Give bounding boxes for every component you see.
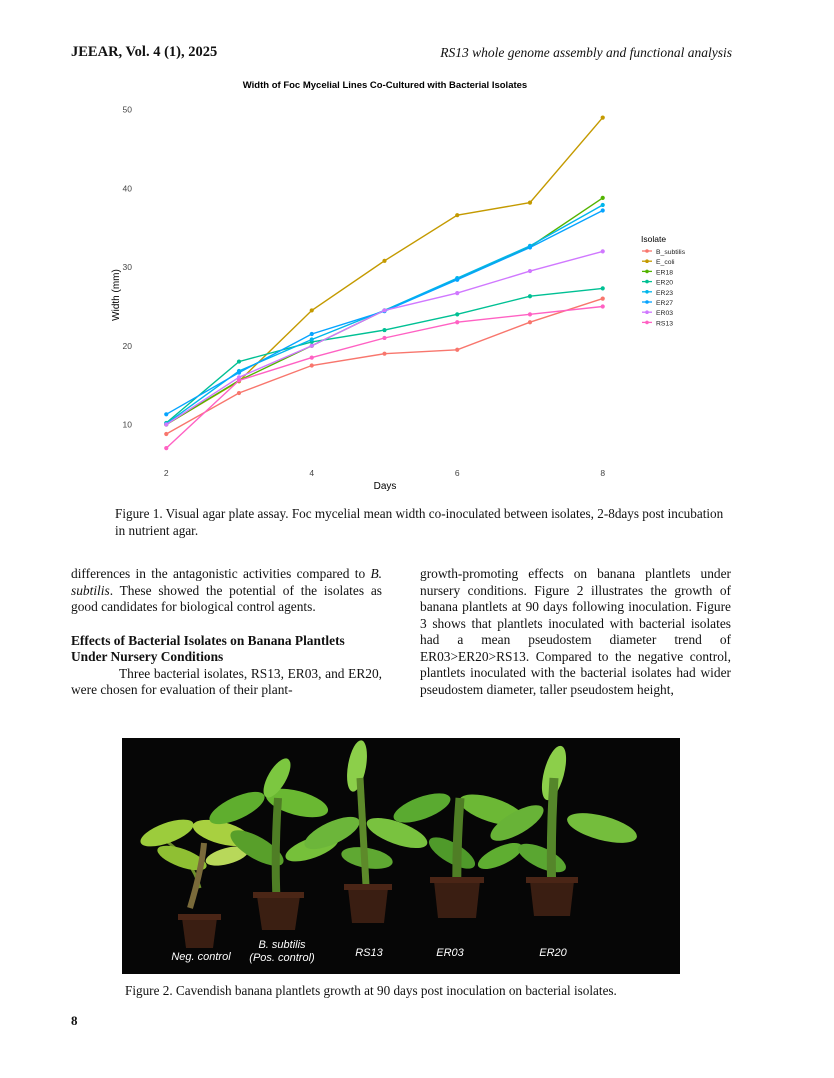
- series-line-ER23: [166, 205, 602, 424]
- data-point-ER23: [310, 337, 314, 341]
- data-point-ER20: [237, 359, 241, 363]
- y-tick-label: 10: [122, 419, 132, 430]
- legend-key-point: [645, 249, 649, 253]
- left-column: [71, 566, 382, 699]
- data-point-RS13: [528, 312, 532, 316]
- data-point-ER03: [455, 291, 459, 295]
- y-tick-label: 30: [122, 262, 132, 273]
- data-point-ER27: [601, 208, 605, 212]
- legend-key-point: [645, 280, 649, 284]
- y-tick-label: 20: [122, 340, 132, 351]
- data-point-ER03: [601, 249, 605, 253]
- species-name: B. subtilis: [71, 566, 382, 598]
- label-er20: ER20: [539, 947, 567, 959]
- data-point-B_subtilis: [310, 363, 314, 367]
- data-point-ER27: [528, 245, 532, 249]
- legend-title: Isolate: [641, 234, 667, 244]
- section-heading: Effects of Bacterial Isolates on Banana Plantlets Under Nursery Conditions: [71, 632, 345, 664]
- figure1-caption: Figure 1. Visual agar plate assay. Foc mycelial mean width co-inoculated between isolates, 2-8days post incubation in nutrient agar.: [115, 506, 724, 538]
- legend-key-point: [645, 259, 649, 263]
- data-point-B_subtilis: [382, 352, 386, 356]
- data-point-E_coli: [382, 259, 386, 263]
- journal-header: JEEAR, Vol. 4 (1), 2025: [71, 44, 218, 60]
- data-point-E_coli: [528, 201, 532, 205]
- data-point-E_coli: [310, 308, 314, 312]
- y-tick-label: 50: [122, 104, 132, 115]
- legend-key-point: [645, 290, 649, 294]
- x-tick-label: 2: [163, 468, 169, 478]
- photo-illustration: [122, 738, 680, 974]
- legend-entry: ER03: [656, 310, 674, 318]
- x-tick-label: 4: [309, 468, 315, 478]
- data-point-ER27: [164, 412, 168, 416]
- x-tick-label: 6: [454, 468, 460, 478]
- data-point-ER23: [601, 203, 605, 207]
- data-point-ER27: [455, 278, 459, 282]
- x-tick-label: 8: [600, 468, 606, 478]
- chart-svg: [105, 74, 745, 499]
- data-point-RS13: [237, 378, 241, 382]
- left-paragraph-1-text-a: differences in the antagonistic activities compared to: [71, 566, 371, 581]
- legend-key-point: [645, 321, 649, 325]
- data-point-ER03: [164, 422, 168, 426]
- data-point-ER03: [528, 269, 532, 273]
- data-point-RS13: [455, 320, 459, 324]
- data-point-ER27: [310, 332, 314, 336]
- x-axis-label: Days: [373, 481, 397, 492]
- running-title: RS13 whole genome assembly and functional analysis: [440, 45, 732, 60]
- data-point-RS13: [382, 336, 386, 340]
- series-line-E_coli: [166, 118, 602, 425]
- legend-entry: E_coli: [656, 259, 675, 267]
- data-point-B_subtilis: [601, 297, 605, 301]
- data-point-B_subtilis: [164, 432, 168, 436]
- left-paragraph-1-text-b: . These showed the potential of the isolates as good candidates for biological control agents.: [71, 582, 382, 614]
- data-point-B_subtilis: [237, 391, 241, 395]
- data-point-RS13: [310, 356, 314, 360]
- data-point-RS13: [601, 304, 605, 308]
- plant-er20: [486, 743, 640, 916]
- data-point-E_coli: [455, 213, 459, 217]
- data-point-ER27: [237, 370, 241, 374]
- legend-entry: ER20: [656, 279, 674, 287]
- label-pos-control: (Pos. control): [249, 952, 315, 964]
- legend-entry: RS13: [656, 320, 674, 328]
- legend-entry: ER23: [656, 289, 674, 297]
- data-point-ER18: [601, 196, 605, 200]
- data-point-ER20: [382, 328, 386, 332]
- legend-key-point: [645, 310, 649, 314]
- label-er03: ER03: [436, 947, 464, 959]
- legend-entry: ER18: [656, 269, 674, 277]
- legend-key-point: [645, 270, 649, 274]
- chart-title: Width of Foc Mycelial Lines Co-Cultured with Bacterial Isolates: [242, 80, 528, 91]
- data-point-RS13: [164, 446, 168, 450]
- data-point-B_subtilis: [528, 320, 532, 324]
- y-tick-label: 40: [122, 183, 132, 194]
- banana-plantlets-photo: [122, 738, 680, 974]
- data-point-ER20: [455, 312, 459, 316]
- left-paragraph-1: [71, 566, 382, 616]
- legend-key-point: [645, 300, 649, 304]
- label-neg-control: Neg. control: [171, 951, 231, 963]
- legend-entry: B_subtilis: [656, 249, 686, 256]
- y-axis-label: Width (mm): [111, 269, 122, 321]
- right-paragraph: growth-promoting effects on banana plantlets under nursery conditions. Figure 2 illustrates the growth of banana plantlets at 90 days following inoculation. Figure 3 shows that plantlets inoculated with bacterial isolates had a mean pseudostem diameter trend of ER03>ER20>RS13. Compared to the negative control, plantlets inoculated with the bacterial isolates had wider pseudostem diameter, taller pseudostem height,: [420, 566, 731, 697]
- data-point-ER20: [528, 294, 532, 298]
- figure1-line-chart: [105, 74, 745, 499]
- right-column: [420, 566, 731, 698]
- data-point-B_subtilis: [455, 348, 459, 352]
- label-bsubtilis: B. subtilis: [258, 939, 306, 951]
- label-rs13: RS13: [355, 947, 383, 959]
- data-point-ER03: [382, 308, 386, 312]
- series-line-B_subtilis: [166, 299, 602, 434]
- figure2-caption: Figure 2. Cavendish banana plantlets growth at 90 days post inoculation on bacterial isolates.: [125, 983, 617, 998]
- plant-rs13: [300, 739, 431, 923]
- data-point-E_coli: [601, 116, 605, 120]
- plant-er03: [390, 787, 528, 918]
- page-number: 8: [71, 1013, 78, 1028]
- data-point-ER03: [310, 344, 314, 348]
- data-point-ER20: [601, 286, 605, 290]
- legend-entry: ER27: [656, 300, 674, 307]
- left-paragraph-2: Three bacterial isolates, RS13, ER03, and ER20, were chosen for evaluation of their plant-: [71, 665, 382, 697]
